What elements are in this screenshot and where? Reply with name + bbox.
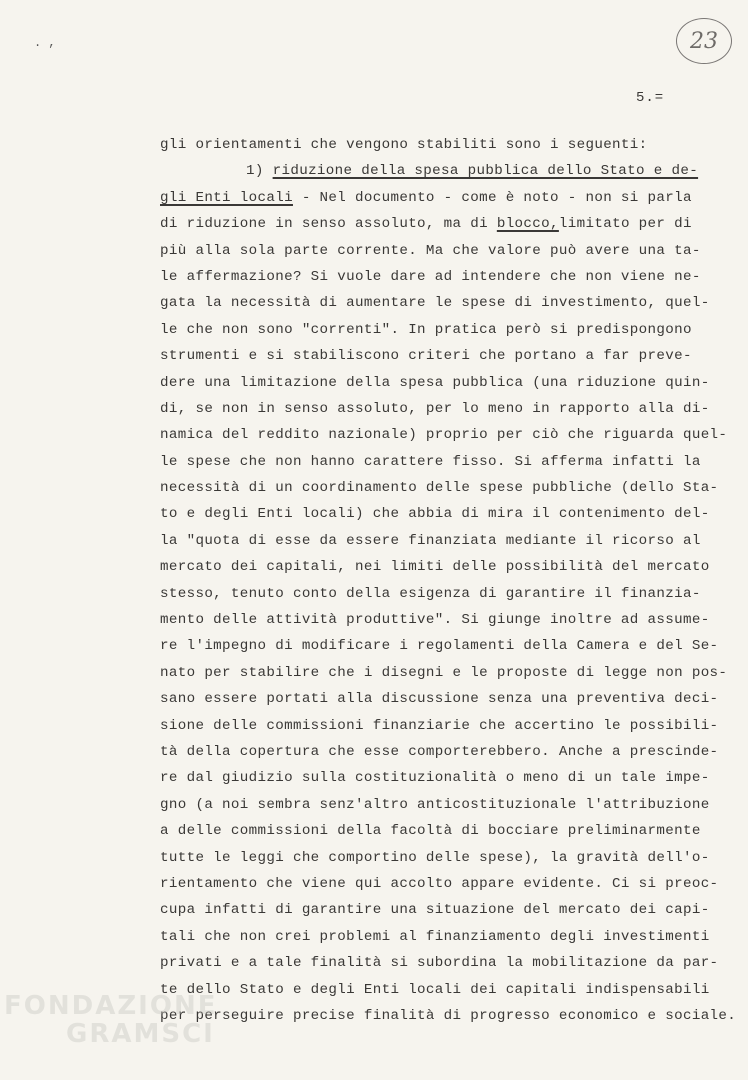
- text-line: privati e a tale finalità si subordina la mobilitazione da par-: [160, 955, 719, 972]
- item-heading-line: [160, 158, 730, 184]
- text-line: te dello Stato e degli Enti locali dei capitali indispensabili: [160, 981, 710, 998]
- stray-ink-mark: . ,: [34, 36, 56, 50]
- text-line: le che non sono "correnti". In pratica però si predispongono: [160, 321, 692, 338]
- text-line: namica del reddito nazionale) proprio per ciò che riguarda quel-: [160, 427, 728, 444]
- line3-pre: di riduzione in senso assoluto, ma di: [160, 216, 497, 233]
- text-line: cupa infatti di garantire una situazione del mercato dei capi-: [160, 902, 710, 919]
- watermark-line-1: FONDAZIONE: [4, 991, 218, 1021]
- text-line: gno (a noi sembra senz'altro anticostituzionale l'attribuzione: [160, 796, 710, 813]
- text-line: nato per stabilire che i disegni e le proposte di legge non pos-: [160, 664, 728, 681]
- intro-line: gli orientamenti che vengono stabiliti sono i seguenti:: [160, 137, 648, 153]
- underlined-blocco: blocco,: [496, 216, 559, 233]
- archive-number: 23: [690, 28, 718, 54]
- watermark-line-2: GRAMSCI: [66, 1019, 215, 1049]
- text-line: strumenti e si stabiliscono criteri che portano a far preve-: [160, 348, 692, 365]
- text-line: sano essere portati alla discussione senza una preventiva deci-: [160, 691, 719, 708]
- body-text: [160, 132, 737, 1029]
- text-line: gata la necessità di aumentare le spese di investimento, quel-: [160, 295, 710, 312]
- text-line: re l'impegno di modificare i regolamenti della Camera e del Se-: [160, 638, 719, 655]
- text-line: la "quota di esse da essere finanziata mediante il ricorso al: [160, 532, 701, 549]
- text-line: sione delle commissioni finanziarie che accertino le possibili-: [160, 717, 719, 734]
- item-number: 1): [246, 163, 264, 180]
- text-line: mento delle attività produttive". Si giunge inoltre ad assume-: [160, 612, 710, 629]
- text-line: tali che non crei problemi al finanziamento degli investimenti: [160, 928, 710, 945]
- item-heading-line-2: [160, 185, 730, 211]
- text-line: mercato dei capitali, nei limiti delle possibilità del mercato: [160, 559, 710, 576]
- text-line: dere una limitazione della spesa pubblica (una riduzione quin-: [160, 374, 710, 391]
- text-line: tutte le leggi che comportino delle spese), la gravità dell'o-: [160, 849, 710, 866]
- fondazione-gramsci-watermark: [4, 992, 217, 1048]
- text-line: tà della copertura che esse comporterebbero. Anche a prescinde-: [160, 743, 719, 760]
- item-heading-part1: riduzione della spesa pubblica dello Stato e de-: [272, 163, 699, 180]
- item-text-line3: [160, 211, 730, 237]
- item-heading-part2: gli Enti locali: [160, 189, 293, 206]
- body-lines: [160, 238, 737, 1030]
- archive-number-stamp: [676, 18, 732, 64]
- text-line: di, se non in senso assoluto, per lo meno in rapporto alla di-: [160, 400, 710, 417]
- page-number: 5.=: [636, 90, 665, 106]
- text-line: le affermazione? Si vuole dare ad intendere che non viene ne-: [160, 268, 701, 285]
- text-line: per perseguire precise finalità di progresso economico e sociale.: [160, 1007, 737, 1024]
- text-line: re dal giudizio sulla costituzionalità o meno di un tale impe-: [160, 770, 710, 787]
- text-line: to e degli Enti locali) che abbia di mira il contenimento del-: [160, 506, 710, 523]
- text-line: le spese che non hanno carattere fisso. Si afferma infatti la: [160, 453, 701, 470]
- text-line: a delle commissioni della facoltà di bocciare preliminarmente: [160, 823, 701, 840]
- line3-post: limitato per di: [558, 216, 692, 233]
- text-line: stesso, tenuto conto della esigenza di garantire il finanzia-: [160, 585, 701, 602]
- text-line: rientamento che viene qui accolto appare evidente. Ci si preoc-: [160, 875, 719, 892]
- item-text-line2: - Nel documento - come è noto - non si parla: [292, 189, 692, 206]
- text-line: più alla sola parte corrente. Ma che valore può avere una ta-: [160, 242, 701, 259]
- text-line: necessità di un coordinamento delle spese pubbliche (dello Sta-: [160, 480, 719, 497]
